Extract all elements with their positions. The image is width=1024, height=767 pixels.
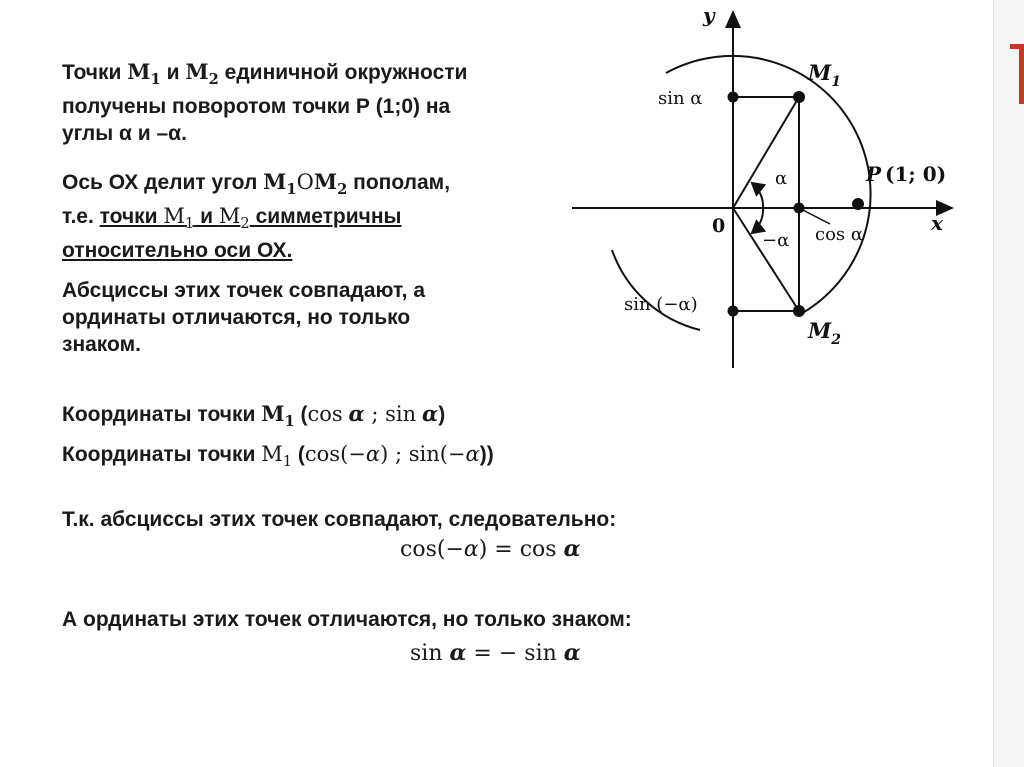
- para3-line1: Абсциссы этих точек совпадают, а: [62, 279, 426, 302]
- para2-line3: относительно оси ОХ.: [62, 239, 293, 263]
- paragraph-abscissas: [62, 277, 425, 358]
- coords-row-2: Координаты точки $M_1$ (cos(−α) ; sin(−α)): [62, 442, 494, 471]
- point-m1: [793, 91, 805, 103]
- p-label: P (1; 0): [866, 162, 947, 186]
- formula-sin: sin α = − sin α: [410, 640, 581, 666]
- point-sin-neg-alpha: [728, 306, 739, 317]
- formula-cos: cos(−α) = cos α: [400, 536, 581, 562]
- sin-alpha-label: sin α: [658, 88, 703, 109]
- angle-arc-alpha: [752, 183, 763, 208]
- origin-label: 0: [712, 215, 726, 237]
- point-p: [852, 198, 864, 210]
- paragraph-rotation: [62, 58, 467, 147]
- radius-m1: [733, 97, 799, 208]
- conclusion-ordinate-text: А ординаты этих точек отличаются, но только знаком:: [62, 608, 632, 631]
- unit-circle-arc-lower: [612, 250, 700, 330]
- alpha-label: α: [775, 168, 788, 189]
- sin-neg-alpha-label: sin (−α): [624, 294, 698, 315]
- x-axis-label: x: [931, 211, 943, 235]
- para1-line3: углы α и –α.: [62, 122, 187, 146]
- slide-right-edge: [993, 0, 1024, 767]
- para2-line2: т.е. точки $M_1$ и $M_2$ симметричны: [62, 204, 402, 233]
- radius-m2: [733, 208, 799, 311]
- cos-alpha-label: cos α: [815, 224, 864, 245]
- para1-line2: получены поворотом точки Р (1;0) на: [62, 95, 451, 119]
- point-m2: [793, 305, 805, 317]
- coordinates-block: [62, 398, 494, 478]
- m2-label: $M_2$: [808, 318, 841, 348]
- para1-line1: Точки $M_1$ и $M_2$ единичной окружности: [62, 59, 468, 89]
- para3-line2: ординаты отличаются, но только: [62, 306, 411, 329]
- point-sin-alpha: [728, 92, 739, 103]
- conclusion-abscissa-text: Т.к. абсциссы этих точек совпадают, следовательно:: [62, 508, 617, 531]
- neg-alpha-label: −α: [762, 230, 790, 251]
- corner-accent-decoration: [1010, 44, 1024, 104]
- coords-row-1: Координаты точки $M_1$ (cos α ; sin α): [62, 401, 446, 431]
- m1-label: $M_1$: [808, 60, 841, 90]
- unit-circle-diagram: [565, 0, 965, 380]
- point-cos-alpha: [794, 203, 805, 214]
- para3-line3: знаком.: [62, 333, 141, 356]
- paragraph-symmetry: [62, 168, 450, 264]
- para2-line1: Ось ОХ делит угол $M_1OM_2$ пополам,: [62, 169, 451, 199]
- y-axis-label: y: [703, 3, 715, 27]
